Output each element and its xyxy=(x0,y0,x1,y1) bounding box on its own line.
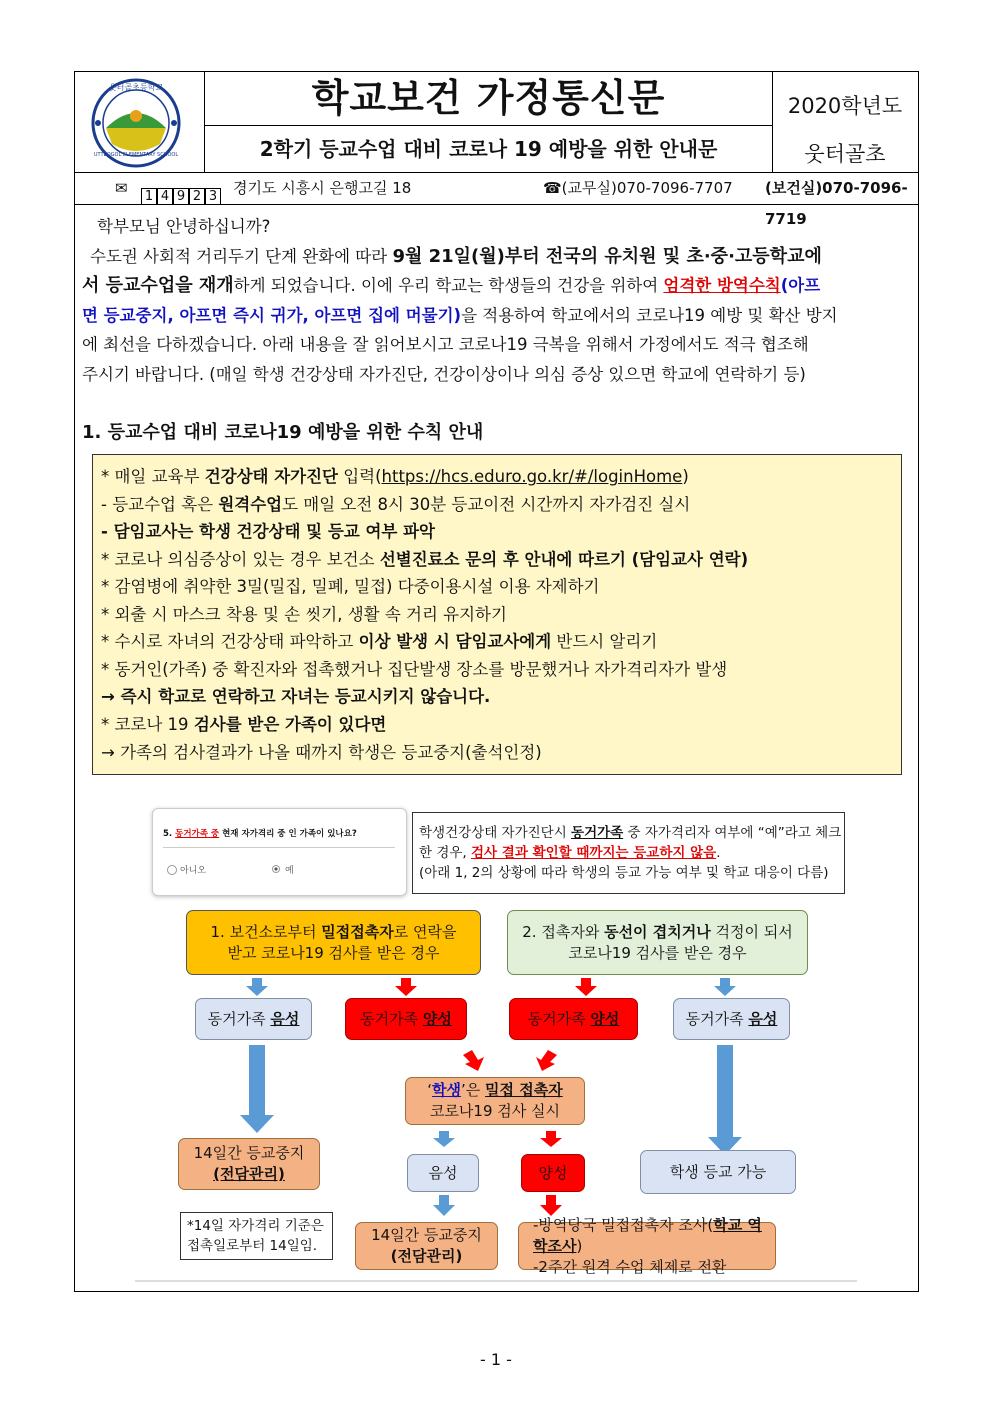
greeting: 학부모님 안녕하십니까? xyxy=(97,217,271,236)
student-close-contact-box xyxy=(405,1077,585,1125)
text: 받고 코로나19 검사를 받은 경우 xyxy=(227,943,440,962)
text: 음성 xyxy=(270,1009,300,1028)
text: 입력( xyxy=(337,467,382,486)
family-negative-left xyxy=(195,998,312,1040)
zip-digit: 4 xyxy=(157,188,173,205)
text: 코로나19 검사 실시 xyxy=(429,1102,561,1120)
health-phone: (보건실)070-7096-7719 xyxy=(765,179,908,228)
text: 반드시 알리기 xyxy=(551,632,658,651)
text: 학생건강상태 자가진단시 xyxy=(419,825,572,841)
text: 14일간 등교중지 xyxy=(193,1144,305,1162)
text: 도 매일 오전 8시 30분 등교이전 시간까지 자가검진 실시 xyxy=(282,495,691,514)
can-attend-box xyxy=(640,1150,796,1194)
logo-text: 웃터골초등학교 xyxy=(108,83,164,92)
text: 학생 xyxy=(432,1081,462,1099)
text: - 등교수업 혹은 xyxy=(101,495,219,514)
text: 동선이 겹치거나 xyxy=(604,922,711,941)
text: 1. 보건소로부터 xyxy=(210,922,322,941)
text: 14일간 등교중지 xyxy=(371,1226,482,1244)
highlight-stay-home: 면 등교중지, 아프면 즉시 귀가, 아프면 집에 머물기) xyxy=(82,305,462,325)
rule-line-11: → 가족의 검사결과가 나올 때까지 학생은 등교중지(출석인정) xyxy=(101,743,542,762)
text: 한 경우, xyxy=(419,845,471,861)
text: ’은 xyxy=(461,1081,486,1099)
text: * 코로나 19 xyxy=(101,715,194,734)
text: 동거가족 xyxy=(685,1009,749,1028)
text: 원격수업 xyxy=(218,495,283,514)
page-subtitle: 2학기 등교수업 대비 코로나 19 예방을 위한 안내문 xyxy=(259,137,718,161)
text: (전담관리) xyxy=(213,1165,285,1183)
text: 검사를 받은 가족이 있다면 xyxy=(193,715,387,734)
text: 중 자가격리자 여부에 “예”라고 체크 xyxy=(623,825,842,841)
logo-eng-text: UTTEOGOL ELEMENTARY SCHOOL xyxy=(93,152,179,158)
note-line-3: (아래 1, 2의 상황에 따라 학생의 등교 가능 여부 및 학교 대응이 다름) xyxy=(419,865,829,881)
school-year: 2020학년도 xyxy=(787,94,903,118)
mail-icon: ✉ xyxy=(115,179,128,197)
highlight-date: 9월 21일(월)부터 전국의 유치원 및 초·중·고등학교에 xyxy=(392,245,822,267)
text: (전담관리) xyxy=(390,1247,463,1265)
rule-line-3: - 담임교사는 학생 건강상태 및 등교 여부 파악 xyxy=(101,522,435,541)
self-check-link[interactable]: https://hcs.eduro.go.kr/#/loginHome xyxy=(381,467,683,486)
text: 밀접 접촉자 xyxy=(485,1081,563,1099)
text: 동거가족 xyxy=(360,1009,423,1028)
text: 양성 xyxy=(590,1009,620,1028)
zip-digit: 9 xyxy=(173,188,189,205)
rule-line-8: * 동거인(가족) 중 확진자와 접촉했거나 집단발생 장소를 방문했거나 자가격리자가 발생 xyxy=(101,660,728,679)
family-negative-right xyxy=(673,998,790,1040)
rule-line-9: → 즉시 학교로 연락하고 자녀는 등교시키지 않습니다. xyxy=(101,687,491,706)
rule-line-5: * 감염병에 취약한 3밀(밀집, 밀폐, 밀접) 다중이용시설 이용 자제하기 xyxy=(101,577,600,596)
text: 걱정이 되서 xyxy=(710,922,793,941)
zip-digit: 3 xyxy=(205,188,221,205)
radio-yes-label: 예 xyxy=(285,866,294,876)
student-negative-box xyxy=(407,1154,479,1192)
text: 건강상태 자가진단 xyxy=(204,467,338,486)
text: 동거가족 중 xyxy=(175,829,220,839)
text: 동거가족 xyxy=(571,825,624,841)
footnote-box xyxy=(180,1212,333,1260)
stop-14days-left xyxy=(178,1138,320,1190)
text: ) xyxy=(682,467,689,486)
page-number: - 1 - xyxy=(480,1350,512,1369)
section-heading: 1. 등교수업 대비 코로나19 예방을 위한 수칙 안내 xyxy=(82,422,484,443)
page-title: 학교보건 가정통신문 xyxy=(311,76,666,120)
text: 수도권 사회적 거리두기 단계 완화에 따라 xyxy=(90,246,393,266)
text: 학생 등교 가능 xyxy=(669,1162,767,1181)
text: 코로나19 검사를 받은 경우 xyxy=(568,943,747,962)
text: 동거가족 xyxy=(527,1009,591,1028)
text: 을 적용하여 학교에서의 코로나19 예방 및 확산 방지 xyxy=(461,305,838,325)
text: *14일 자가격리 기준은 xyxy=(187,1218,324,1234)
text: * 수시로 자녀의 건강상태 파악하고 xyxy=(101,632,359,651)
text: ‘ xyxy=(427,1081,433,1099)
family-positive-right xyxy=(509,998,638,1040)
text: ) xyxy=(576,1236,583,1255)
zip-digit: 2 xyxy=(189,188,205,205)
student-positive-box xyxy=(521,1154,585,1192)
zip-digit: 1 xyxy=(141,188,157,205)
text: -2주간 원격 수업 체제로 전환 xyxy=(533,1257,727,1276)
text: 양성 xyxy=(538,1163,568,1182)
text: 선별진료소 문의 후 안내에 따르기 (담임교사 연락) xyxy=(379,550,749,569)
radio-no-label: 아니오 xyxy=(180,866,207,876)
text: 이상 발생 시 담임교사에게 xyxy=(358,632,552,651)
highlight-resume: 서 등교수업을 재개 xyxy=(82,275,234,296)
text: * 매일 교육부 xyxy=(101,467,205,486)
address-text: 경기도 시흥시 은행고길 18 xyxy=(233,179,412,197)
text: 학교 역학조사 xyxy=(533,1215,762,1255)
stop-14days-right xyxy=(355,1222,498,1270)
text: 하게 되었습니다. 이에 우리 학교는 학생들의 건강을 위하여 xyxy=(233,276,664,295)
text: 음성 xyxy=(748,1009,778,1028)
text: (아프 xyxy=(780,276,821,295)
text: 검사 결과 확인할 때까지는 등교하지 않음 xyxy=(471,845,717,861)
intro-line-4: 에 최선을 다하겠습니다. 아래 내용을 잘 읽어보시고 코로나19 극복을 위해서 가정에서도 적극 협조해 xyxy=(82,335,809,354)
text: -방역당국 밀접접촉자 조사( xyxy=(533,1215,714,1234)
family-positive-left xyxy=(345,998,467,1040)
school-name: 웃터골초 xyxy=(804,142,886,166)
text: 현재 자가격리 중 인 가족이 있나요? xyxy=(219,829,357,839)
rule-line-6: * 외출 시 마스크 착용 및 손 씻기, 생활 속 거리 유지하기 xyxy=(101,605,507,624)
highlight-strict-rules: 엄격한 방역수칙 xyxy=(663,276,781,295)
authority-action-box xyxy=(518,1215,776,1276)
text: . xyxy=(716,845,721,861)
intro-line-5: 주시기 바랍니다. (매일 학생 건강상태 자가진단, 건강이상이나 의심 증상 있으면 학교에 연락하기 등) xyxy=(82,364,806,384)
text: 로 연락을 xyxy=(393,922,457,941)
office-phone: ☎(교무실)070-7096-7707 xyxy=(543,179,733,197)
text: 음성 xyxy=(428,1163,458,1182)
text: 양성 xyxy=(422,1009,452,1028)
text: 밀접접촉자 xyxy=(321,922,394,941)
text: 동거가족 xyxy=(207,1009,271,1028)
text: 2. 접촉자와 xyxy=(522,922,605,941)
text: 5. xyxy=(163,829,176,839)
text: 접촉일로부터 14일임. xyxy=(187,1238,318,1254)
text: * 코로나 의심증상이 있는 경우 보건소 xyxy=(101,550,380,569)
